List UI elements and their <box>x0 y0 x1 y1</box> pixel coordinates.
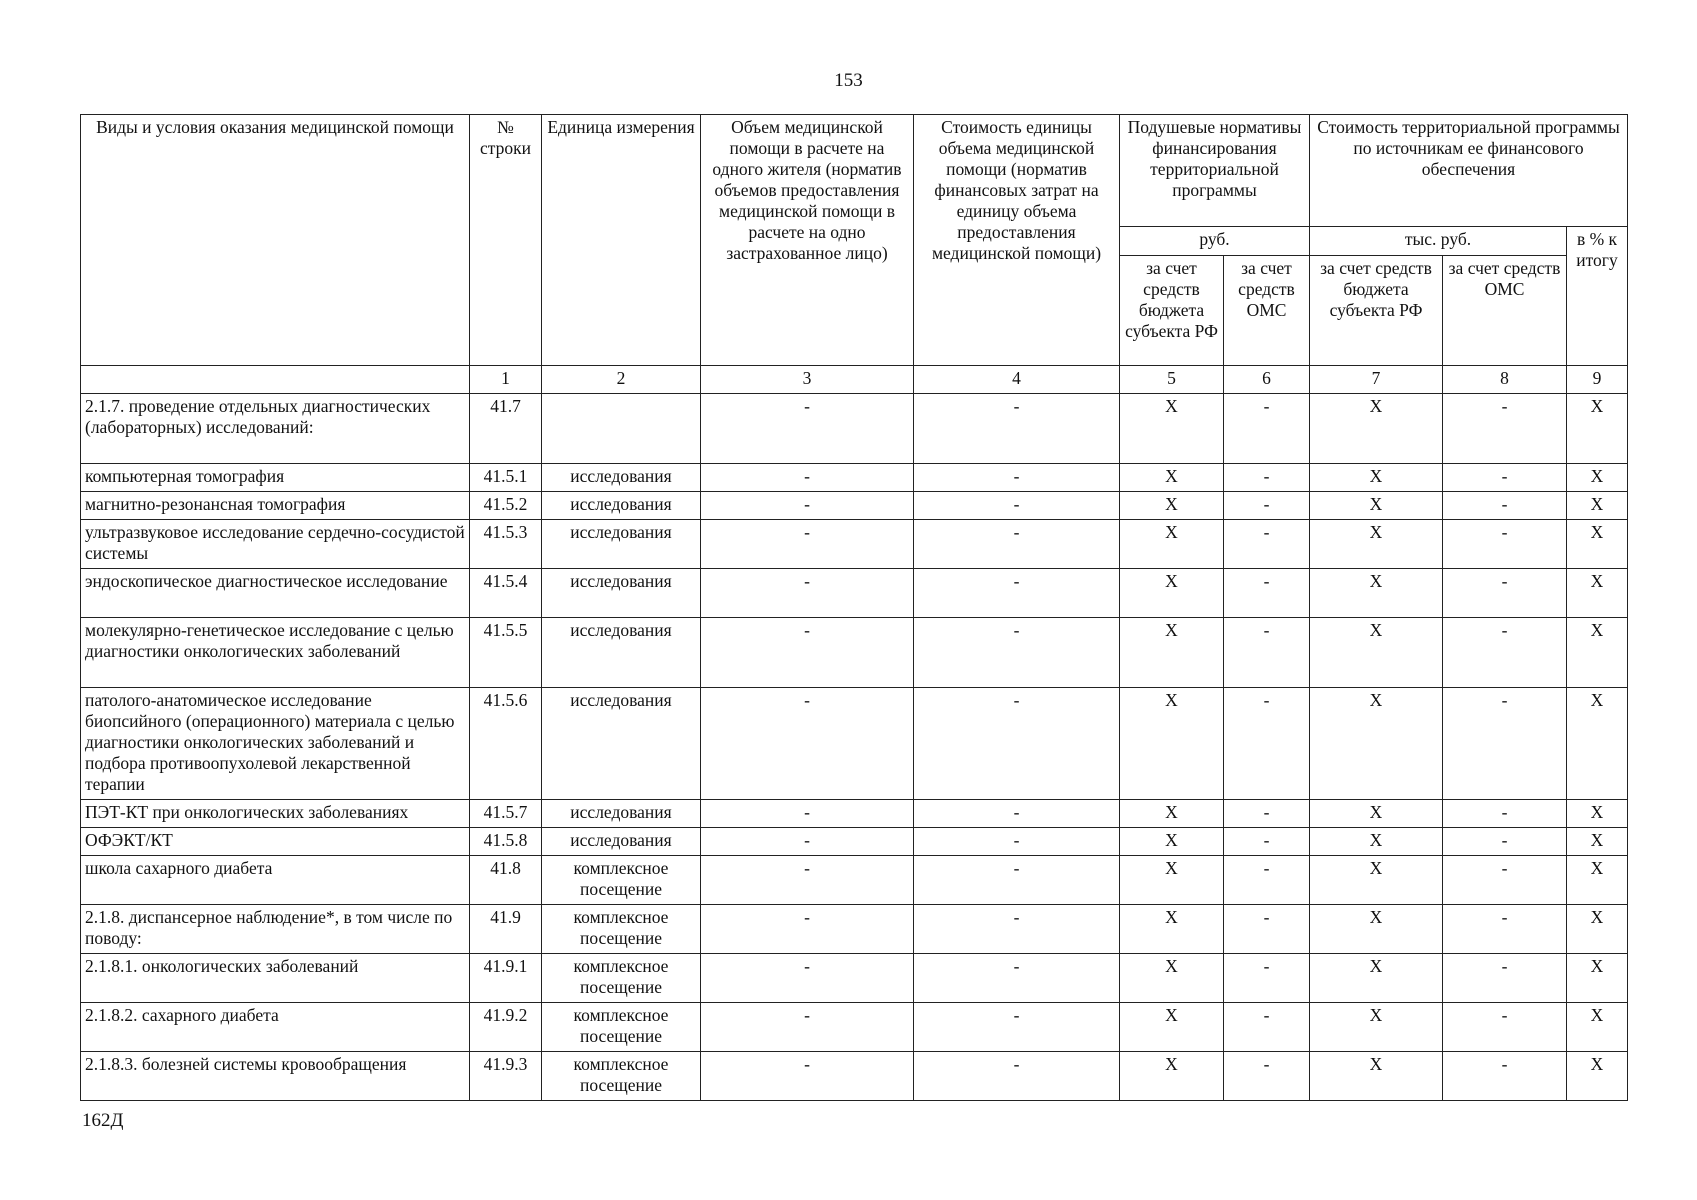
row-per-capita-budget: X <box>1120 569 1224 618</box>
row-per-capita-oms: - <box>1224 856 1310 905</box>
row-per-capita-oms: - <box>1224 464 1310 492</box>
row-per-capita-budget: X <box>1120 688 1224 800</box>
row-volume: - <box>701 800 914 828</box>
row-cost-budget: X <box>1310 1052 1443 1101</box>
header-rub: руб. <box>1120 227 1310 256</box>
header-cost: Стоимость единицы объема медицинской помощи (норматив финансовых затрат на единицу объема предоставления медицинской помощи) <box>914 115 1120 366</box>
row-cost-budget: X <box>1310 618 1443 688</box>
row-per-capita-oms: - <box>1224 618 1310 688</box>
row-cost-oms: - <box>1443 618 1567 688</box>
row-per-capita-oms: - <box>1224 1052 1310 1101</box>
header-unit: Единица измерения <box>542 115 701 366</box>
row-unit: исследования <box>542 464 701 492</box>
row-per-capita-budget: X <box>1120 954 1224 1003</box>
row-pct-total: X <box>1567 520 1628 569</box>
row-cost-budget: X <box>1310 464 1443 492</box>
row-name: ПЭТ-КТ при онкологических заболеваниях <box>81 800 470 828</box>
header-volume: Объем медицинской помощи в расчете на одного жителя (норматив объемов предоставления медицинской помощи в расчете на одно застрахованное лицо) <box>701 115 914 366</box>
row-unit: исследования <box>542 492 701 520</box>
table-row <box>81 828 1628 856</box>
row-per-capita-oms: - <box>1224 954 1310 1003</box>
table-row <box>81 492 1628 520</box>
table-row <box>81 1052 1628 1101</box>
column-number: 1 <box>470 366 542 394</box>
row-unit: исследования <box>542 800 701 828</box>
row-name: ОФЭКТ/КТ <box>81 828 470 856</box>
row-cost-budget: X <box>1310 828 1443 856</box>
row-number: 41.5.1 <box>470 464 542 492</box>
document-code: 162Д <box>82 1110 124 1131</box>
row-unit <box>542 394 701 464</box>
row-name: 2.1.7. проведение отдельных диагностических (лабораторных) исследований: <box>81 394 470 464</box>
row-pct-total: X <box>1567 618 1628 688</box>
row-unit: комплексное посещение <box>542 1003 701 1052</box>
row-unit: исследования <box>542 618 701 688</box>
column-number: 8 <box>1443 366 1567 394</box>
row-cost-budget: X <box>1310 492 1443 520</box>
row-per-capita-budget: X <box>1120 464 1224 492</box>
row-per-capita-oms: - <box>1224 520 1310 569</box>
row-volume: - <box>701 394 914 464</box>
row-cost-budget: X <box>1310 856 1443 905</box>
row-per-capita-oms: - <box>1224 800 1310 828</box>
row-number: 41.8 <box>470 856 542 905</box>
row-unit-cost: - <box>914 394 1120 464</box>
row-number: 41.5.8 <box>470 828 542 856</box>
row-per-capita-oms: - <box>1224 394 1310 464</box>
row-name: молекулярно-генетическое исследование с целью диагностики онкологических заболеваний <box>81 618 470 688</box>
row-name: школа сахарного диабета <box>81 856 470 905</box>
table-row <box>81 569 1628 618</box>
column-number: 5 <box>1120 366 1224 394</box>
row-cost-oms: - <box>1443 828 1567 856</box>
row-volume: - <box>701 1052 914 1101</box>
row-cost-budget: X <box>1310 954 1443 1003</box>
row-unit: комплексное посещение <box>542 954 701 1003</box>
row-unit-cost: - <box>914 828 1120 856</box>
row-number: 41.7 <box>470 394 542 464</box>
row-number: 41.9.2 <box>470 1003 542 1052</box>
row-unit-cost: - <box>914 1003 1120 1052</box>
column-number: 7 <box>1310 366 1443 394</box>
row-cost-oms: - <box>1443 856 1567 905</box>
row-name: 2.1.8.3. болезней системы кровообращения <box>81 1052 470 1101</box>
row-volume: - <box>701 569 914 618</box>
row-volume: - <box>701 618 914 688</box>
row-pct-total: X <box>1567 856 1628 905</box>
row-cost-budget: X <box>1310 800 1443 828</box>
row-per-capita-budget: X <box>1120 1052 1224 1101</box>
row-cost-oms: - <box>1443 569 1567 618</box>
row-cost-budget: X <box>1310 394 1443 464</box>
row-number: 41.5.4 <box>470 569 542 618</box>
table-row <box>81 394 1628 464</box>
row-name: патолого-анатомическое исследование биопсийного (операционного) материала с целью диагностики онкологических заболеваний и подбора противоопухолевой лекарственной терапии <box>81 688 470 800</box>
row-pct-total: X <box>1567 905 1628 954</box>
header-pct-total: в % к итогу <box>1567 227 1628 366</box>
row-volume: - <box>701 520 914 569</box>
table-row <box>81 905 1628 954</box>
row-per-capita-budget: X <box>1120 492 1224 520</box>
row-pct-total: X <box>1567 1052 1628 1101</box>
row-per-capita-oms: - <box>1224 688 1310 800</box>
row-unit-cost: - <box>914 569 1120 618</box>
header-oms-6: за счет средств ОМС <box>1224 256 1310 366</box>
row-pct-total: X <box>1567 394 1628 464</box>
row-cost-oms: - <box>1443 464 1567 492</box>
row-cost-budget: X <box>1310 905 1443 954</box>
row-number: 41.9.3 <box>470 1052 542 1101</box>
table-row <box>81 800 1628 828</box>
row-number: 41.5.5 <box>470 618 542 688</box>
row-per-capita-oms: - <box>1224 569 1310 618</box>
row-unit-cost: - <box>914 688 1120 800</box>
row-unit-cost: - <box>914 618 1120 688</box>
row-per-capita-oms: - <box>1224 1003 1310 1052</box>
row-per-capita-budget: X <box>1120 618 1224 688</box>
row-number: 41.5.2 <box>470 492 542 520</box>
row-volume: - <box>701 954 914 1003</box>
header-row <box>81 115 1628 227</box>
row-cost-oms: - <box>1443 905 1567 954</box>
row-unit: комплексное посещение <box>542 1052 701 1101</box>
table-row <box>81 856 1628 905</box>
row-per-capita-oms: - <box>1224 828 1310 856</box>
row-per-capita-oms: - <box>1224 492 1310 520</box>
header-budget-7: за счет средств бюджета субъекта РФ <box>1310 256 1443 366</box>
row-name: ультразвуковое исследование сердечно-сосудистой системы <box>81 520 470 569</box>
header-row-no: № строки <box>470 115 542 366</box>
row-pct-total: X <box>1567 569 1628 618</box>
header-budget-5: за счет средств бюджета субъекта РФ <box>1120 256 1224 366</box>
row-cost-oms: - <box>1443 800 1567 828</box>
row-unit-cost: - <box>914 520 1120 569</box>
row-name: 2.1.8.2. сахарного диабета <box>81 1003 470 1052</box>
row-cost-oms: - <box>1443 1003 1567 1052</box>
row-number: 41.5.6 <box>470 688 542 800</box>
row-unit: исследования <box>542 569 701 618</box>
row-cost-budget: X <box>1310 520 1443 569</box>
row-unit-cost: - <box>914 856 1120 905</box>
row-per-capita-budget: X <box>1120 1003 1224 1052</box>
row-name: 2.1.8.1. онкологических заболеваний <box>81 954 470 1003</box>
table-row <box>81 1003 1628 1052</box>
row-pct-total: X <box>1567 688 1628 800</box>
header-thous-rub: тыс. руб. <box>1310 227 1567 256</box>
row-name: эндоскопическое диагностическое исследование <box>81 569 470 618</box>
row-pct-total: X <box>1567 800 1628 828</box>
column-numbers-row <box>81 366 1628 394</box>
row-pct-total: X <box>1567 464 1628 492</box>
row-per-capita-budget: X <box>1120 905 1224 954</box>
table-row <box>81 618 1628 688</box>
row-cost-oms: - <box>1443 394 1567 464</box>
row-number: 41.9.1 <box>470 954 542 1003</box>
row-per-capita-budget: X <box>1120 828 1224 856</box>
row-unit-cost: - <box>914 954 1120 1003</box>
row-unit: исследования <box>542 520 701 569</box>
row-pct-total: X <box>1567 954 1628 1003</box>
column-number: 4 <box>914 366 1120 394</box>
row-unit-cost: - <box>914 800 1120 828</box>
row-unit-cost: - <box>914 1052 1120 1101</box>
row-unit-cost: - <box>914 905 1120 954</box>
row-volume: - <box>701 688 914 800</box>
row-name: компьютерная томография <box>81 464 470 492</box>
column-number: 2 <box>542 366 701 394</box>
row-volume: - <box>701 856 914 905</box>
header-kind: Виды и условия оказания медицинской помощи <box>81 115 470 366</box>
row-name: 2.1.8. диспансерное наблюдение*, в том числе по поводу: <box>81 905 470 954</box>
row-volume: - <box>701 492 914 520</box>
row-number: 41.5.3 <box>470 520 542 569</box>
column-number: 9 <box>1567 366 1628 394</box>
column-number: 3 <box>701 366 914 394</box>
row-per-capita-budget: X <box>1120 856 1224 905</box>
row-pct-total: X <box>1567 1003 1628 1052</box>
table-row <box>81 954 1628 1003</box>
header-per-capita: Подушевые нормативы финансирования территориальной программы <box>1120 115 1310 227</box>
row-cost-budget: X <box>1310 1003 1443 1052</box>
row-unit-cost: - <box>914 464 1120 492</box>
column-number <box>81 366 470 394</box>
row-cost-budget: X <box>1310 688 1443 800</box>
row-cost-oms: - <box>1443 954 1567 1003</box>
row-number: 41.5.7 <box>470 800 542 828</box>
table-row <box>81 520 1628 569</box>
row-per-capita-budget: X <box>1120 520 1224 569</box>
column-number: 6 <box>1224 366 1310 394</box>
page-number: 153 <box>834 70 863 91</box>
row-volume: - <box>701 1003 914 1052</box>
row-unit: комплексное посещение <box>542 856 701 905</box>
row-per-capita-budget: X <box>1120 394 1224 464</box>
row-cost-budget: X <box>1310 569 1443 618</box>
row-cost-oms: - <box>1443 688 1567 800</box>
row-unit: комплексное посещение <box>542 905 701 954</box>
financing-table <box>80 114 1628 1101</box>
table-row <box>81 688 1628 800</box>
row-per-capita-oms: - <box>1224 905 1310 954</box>
row-unit: исследования <box>542 828 701 856</box>
row-volume: - <box>701 905 914 954</box>
row-unit: исследования <box>542 688 701 800</box>
row-cost-oms: - <box>1443 1052 1567 1101</box>
table-row <box>81 464 1628 492</box>
header-oms-8: за счет средств ОМС <box>1443 256 1567 366</box>
row-unit-cost: - <box>914 492 1120 520</box>
row-pct-total: X <box>1567 828 1628 856</box>
row-volume: - <box>701 464 914 492</box>
row-cost-oms: - <box>1443 492 1567 520</box>
row-pct-total: X <box>1567 492 1628 520</box>
row-per-capita-budget: X <box>1120 800 1224 828</box>
row-volume: - <box>701 828 914 856</box>
header-program-cost: Стоимость территориальной программы по источникам ее финансового обеспечения <box>1310 115 1628 227</box>
row-number: 41.9 <box>470 905 542 954</box>
row-name: магнитно-резонансная томография <box>81 492 470 520</box>
row-cost-oms: - <box>1443 520 1567 569</box>
